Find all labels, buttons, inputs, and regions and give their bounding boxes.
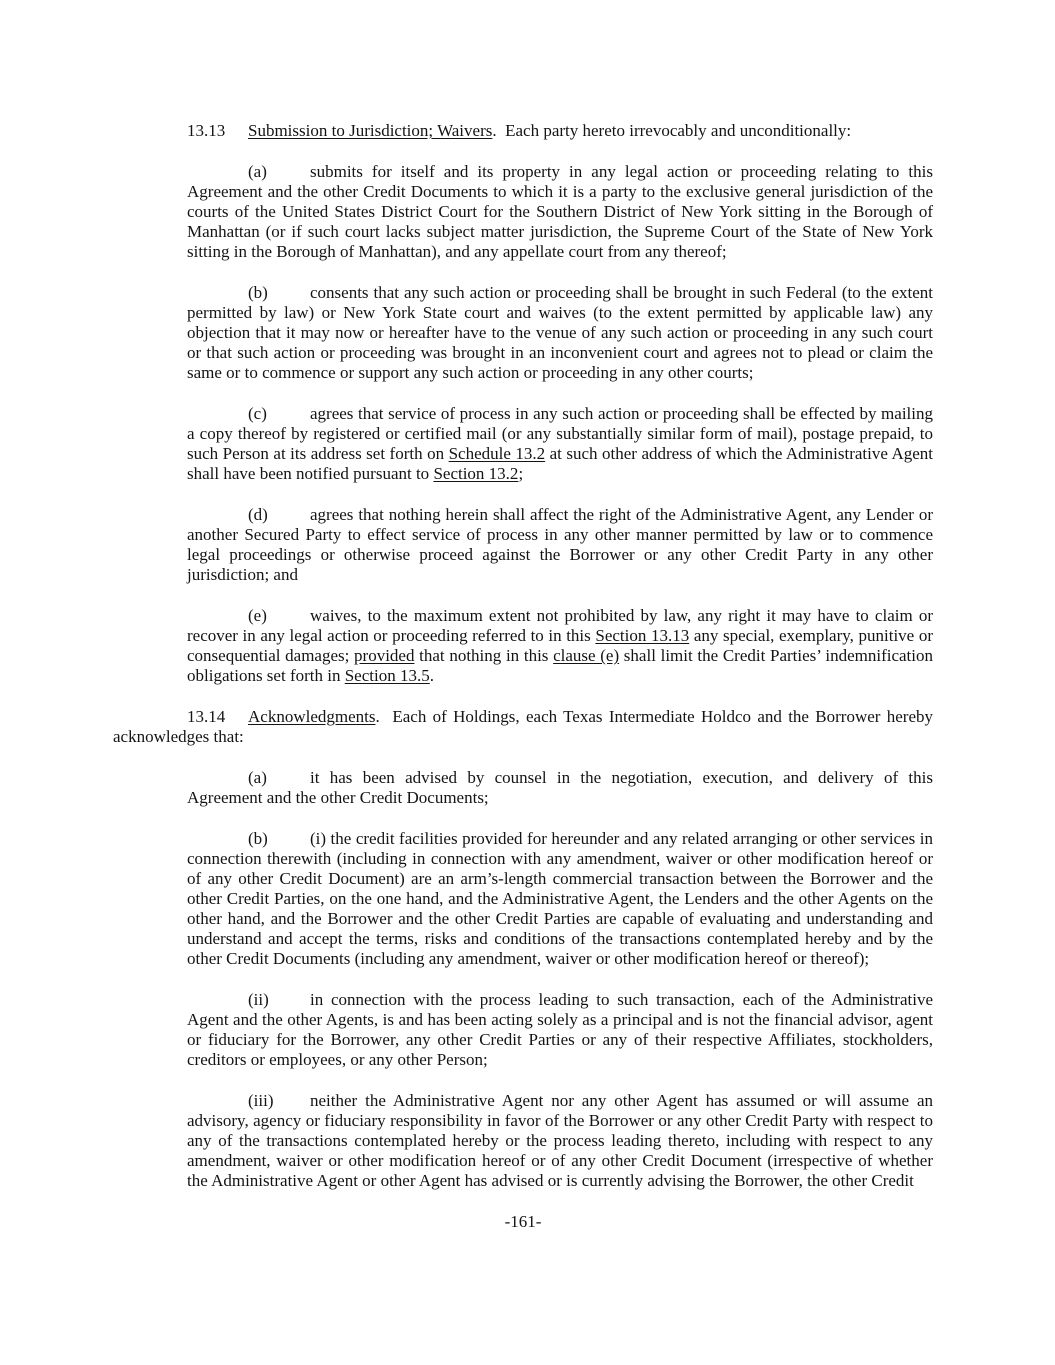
section-title: Submission to Jurisdiction; Waivers (248, 121, 493, 140)
clause-13-13-c (187, 404, 933, 484)
clause-label: (e) (248, 606, 267, 625)
cross-reference: provided (354, 646, 415, 665)
cross-reference: Section 13.5 (344, 666, 430, 685)
section-heading-13-13 (113, 121, 933, 141)
clause-label: (b) (248, 829, 268, 848)
clause-text (187, 829, 933, 968)
text-run: consents that any such action or proceeding shall be brought in such Federal (to the extent permitted by law) or New York State court and waives (to the extent permitted by applicable law) any objection that it may now or hereafter have to the venue of any such action or proceeding in any such court or that such action or proceeding was brought in an inconvenient court and agrees not to plead or claim the same or to commence or support any such action or proceeding in any other courts; (187, 283, 933, 382)
text-run: any special, exemplary, punitive or consequential damages; (187, 626, 933, 665)
clause-13-13-d (187, 505, 933, 585)
text-run: agrees that service of process in any such action or proceeding shall be effected by mailing a copy thereof by registered or certified mail (or any substantially similar form of mail), postage prepaid, to such Person at its address set forth on (187, 404, 933, 463)
text-run: at such other address of which the Administrative Agent shall have been notified pursuant to (187, 444, 933, 483)
clause-13-14-b-iii (187, 1091, 933, 1191)
page-content (113, 121, 933, 1232)
text-run: . (429, 666, 434, 685)
clause-label: (iii) (248, 1091, 274, 1110)
text-run: shall limit the Credit Parties’ indemnification obligations set forth in (187, 646, 933, 685)
text-run: submits for itself and its property in any legal action or proceeding relating to this Agreement and the other Credit Documents to which it is a party to the exclusive general jurisdiction of the courts of the United States District Court for the Southern District of New York sitting in the Borough of Manhattan (or if such court lacks subject matter jurisdiction, the Supreme Court of the State of New York sitting in the Borough of Manhattan), and any appellate court from any thereof; (187, 162, 933, 261)
text-run: in connection with the process leading to such transaction, each of the Administrative Agent and the other Agents, is and has been acting solely as a principal and is not the financial advisor, agent or fiduciary for the Borrower, any other Credit Parties or any of their respective Affiliates, stockholders, creditors or employees, or any other Person; (187, 990, 933, 1069)
text-run: agrees that nothing herein shall affect the right of the Administrative Agent, any Lender or another Secured Party to effect service of process in any other manner permitted by law or to commence legal proceedings or otherwise proceed against the Borrower or any other Credit Party in any other jurisdiction; and (187, 505, 933, 584)
cross-reference: clause (e) (553, 646, 620, 665)
section-title: Acknowledgments (248, 707, 376, 726)
clause-label: (a) (248, 162, 267, 181)
clause-13-14-a (187, 768, 933, 808)
clause-label: (ii) (248, 990, 269, 1009)
cross-reference: Section 13.2 (433, 464, 519, 483)
text-run: (i) the credit facilities provided for hereunder and any related arranging or other services in connection therewith (including in connection with any amendment, waiver or other modification hereof or of any other Credit Document) are an arm’s-length commercial transaction between the Borrower and the other Credit Parties, on the one hand, and the Administrative Agent, the Lenders and the other Agents on the other hand, and the Borrower and the other Credit Parties are capable of evaluating and understanding and understand and accept the terms, risks and conditions of the transactions contemplated hereby and by the other Credit Documents (including any amendment, waiver or other modification hereof or thereof); (187, 829, 933, 968)
clause-label: (d) (248, 505, 268, 524)
section-heading-13-14 (113, 707, 933, 747)
text-run: it has been advised by counsel in the negotiation, execution, and delivery of this Agreement and the other Credit Documents; (187, 768, 933, 807)
clause-13-13-a (187, 162, 933, 262)
section-lead-text: . Each of Holdings, each Texas Intermediate Holdco and the Borrower hereby acknowledges that: (113, 707, 933, 746)
clause-13-13-e (187, 606, 933, 686)
text-run: that nothing in this (414, 646, 554, 665)
cross-reference: Section 13.13 (595, 626, 690, 645)
clause-13-14-b (187, 829, 933, 969)
section-number: 13.13 (187, 121, 226, 140)
section-lead-text: . Each party hereto irrevocably and unconditionally: (492, 121, 852, 140)
clause-label: (b) (248, 283, 268, 302)
text-run: ; (518, 464, 524, 483)
clause-label: (c) (248, 404, 267, 423)
clause-13-13-b (187, 283, 933, 383)
cross-reference: Schedule 13.2 (448, 444, 546, 463)
section-number: 13.14 (187, 707, 226, 726)
text-run: neither the Administrative Agent nor any other Agent has assumed or will assume an advisory, agency or fiduciary responsibility in favor of the Borrower or any other Credit Party with respect to any of the transactions contemplated hereby or the process leading thereto, including with respect to any amendment, waiver or other modification hereof or of any other Credit Document (irrespective of whether the Administrative Agent or other Agent has advised or is currently advising the Borrower, the other Credit (187, 1091, 933, 1190)
clause-13-14-b-ii (187, 990, 933, 1070)
clause-label: (a) (248, 768, 267, 787)
page-number: -161- (504, 1212, 542, 1231)
text-run: waives, to the maximum extent not prohibited by law, any right it may have to claim or recover in any legal action or proceeding referred to in this (187, 606, 933, 645)
